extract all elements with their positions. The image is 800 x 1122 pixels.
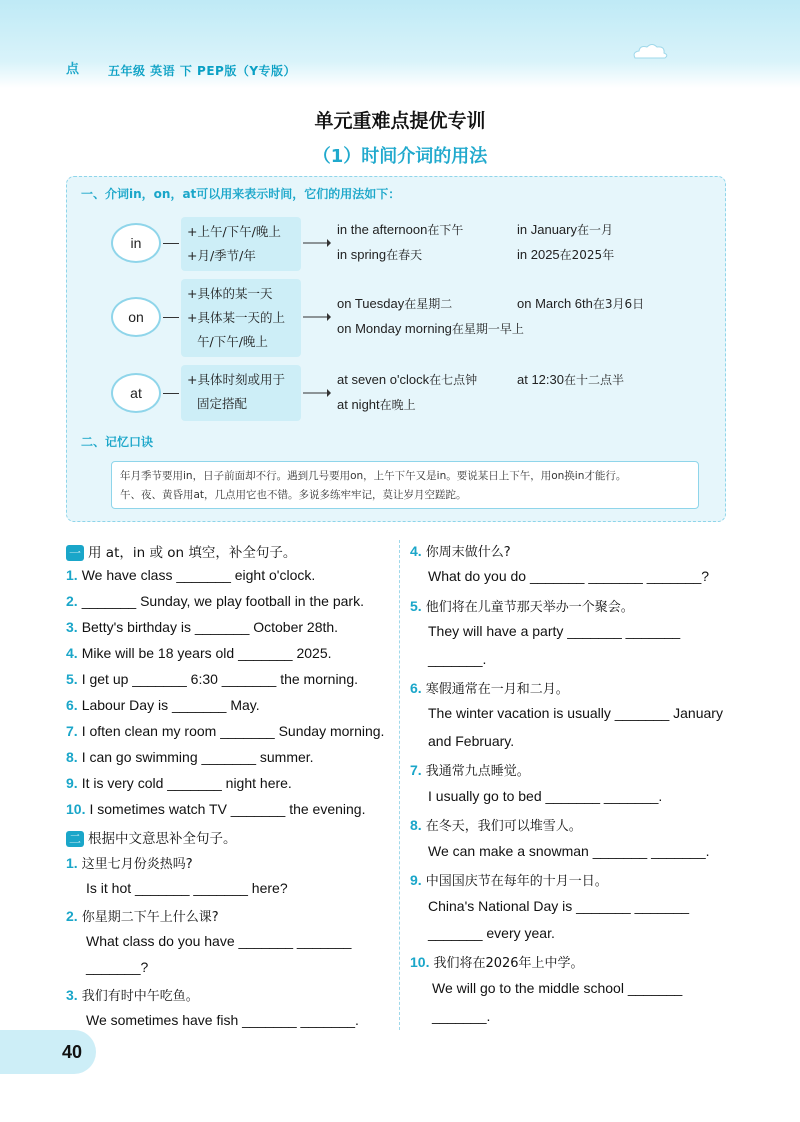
exercise-1-item bbox=[66, 671, 358, 687]
exercise-1-item bbox=[66, 593, 364, 609]
topic-title: （1）时间介词的用法 bbox=[312, 146, 488, 167]
example-en: at seven o'clock bbox=[337, 372, 430, 387]
exercise-2-answer-line: They will have a party _______ _______ bbox=[428, 623, 681, 639]
exercise-2-prompt bbox=[66, 853, 193, 872]
grammar-box bbox=[66, 176, 726, 522]
item-text: _______ Sunday, we play football in the park. bbox=[81, 593, 364, 609]
example-en: at 12:30 bbox=[517, 372, 564, 387]
item-chinese: 他们将在儿童节那天举办一个聚会。 bbox=[425, 600, 634, 615]
example-zh: 在晚上 bbox=[379, 398, 416, 412]
example-en: at night bbox=[337, 397, 380, 412]
item-text: I often clean my room _______ Sunday morning. bbox=[81, 723, 385, 739]
example-in-3 bbox=[337, 246, 422, 263]
example-zh: 在一月 bbox=[576, 223, 613, 237]
exercise-2-instruction: 根据中文意思补全句子。 bbox=[88, 831, 237, 847]
rule-line: 固定搭配 bbox=[197, 396, 248, 411]
item-chinese: 中国国庆节在每年的十月一日。 bbox=[425, 874, 608, 889]
item-text: We have class _______ eight o'clock. bbox=[81, 567, 316, 583]
exercise-2-prompt bbox=[410, 678, 569, 697]
exercise-1-item bbox=[66, 749, 314, 765]
book-title: 五年级 英语 下 PEP版（Y专版） bbox=[108, 64, 297, 78]
exercise-2-answer-line: _______ every year. bbox=[428, 925, 555, 941]
item-chinese: 我们有时中午吃鱼。 bbox=[81, 989, 199, 1004]
rhyme-line: 年月季节要用in，日子前面却不行。遇到几号要用on，上午下午又是in。要说某日上下午，用on换in才能行。 bbox=[120, 470, 627, 482]
item-number: 3. bbox=[66, 619, 78, 635]
item-chinese: 你周末做什么? bbox=[425, 545, 511, 560]
exercise-2-prompt bbox=[66, 906, 219, 925]
example-en: in the afternoon bbox=[337, 222, 428, 237]
grammar-section-1-heading: 一、介词in，on，at可以用来表示时间，它们的用法如下： bbox=[81, 187, 401, 201]
item-number: 7. bbox=[410, 762, 422, 778]
item-text: I get up _______ 6:30 _______ the morning. bbox=[81, 671, 359, 687]
exercise-1-item bbox=[66, 697, 260, 713]
item-number: 10. bbox=[66, 801, 86, 817]
item-chinese: 寒假通常在一月和二月。 bbox=[425, 682, 569, 697]
exercise-1-item bbox=[66, 645, 332, 661]
exercise-1-item bbox=[66, 723, 384, 739]
memory-rhyme bbox=[111, 461, 699, 509]
example-at-3 bbox=[337, 396, 416, 413]
example-zh: 在七点钟 bbox=[429, 373, 478, 387]
item-number: 4. bbox=[410, 543, 422, 559]
item-chinese: 在冬天，我们可以堆雪人。 bbox=[425, 819, 582, 834]
item-number: 3. bbox=[66, 987, 78, 1003]
unit-title: 单元重难点提优专训 bbox=[314, 110, 486, 132]
exercise-2-prompt bbox=[410, 870, 608, 889]
example-en: in spring bbox=[337, 247, 387, 262]
example-en: in 2025 bbox=[517, 247, 560, 262]
example-at-2 bbox=[517, 371, 624, 388]
exercise-2-answer-line: We can make a snowman _______ _______. bbox=[428, 843, 710, 859]
example-on-1 bbox=[337, 295, 452, 312]
example-zh: 在星期二 bbox=[404, 297, 453, 311]
exercise-2-prompt bbox=[410, 952, 584, 971]
cloud-icon bbox=[630, 42, 670, 62]
example-en: on Monday morning bbox=[337, 321, 452, 336]
prep-at: at bbox=[111, 373, 161, 413]
item-text: Mike will be 18 years old _______ 2025. bbox=[81, 645, 332, 661]
exercise-2-answer-line: _______. bbox=[428, 651, 487, 667]
example-on-2 bbox=[517, 295, 644, 312]
rule-box-on bbox=[181, 279, 301, 357]
rule-line: 午/下午/晚上 bbox=[197, 334, 268, 349]
exercise-2-prompt bbox=[410, 760, 530, 779]
exercise-2-answer-line: _______. bbox=[432, 1008, 491, 1024]
example-on-3 bbox=[337, 320, 524, 337]
exercise-2-answer-line: _______? bbox=[86, 959, 149, 975]
exercise-2-prompt bbox=[66, 985, 199, 1004]
item-chinese: 你星期二下午上什么课? bbox=[81, 910, 219, 925]
page-number: 40 bbox=[62, 1042, 83, 1062]
rhyme-line: 午、夜、黄昏用at，几点用它也不错。多说多练牢牢记，莫让岁月空蹉跎。 bbox=[120, 489, 467, 501]
item-number: 1. bbox=[66, 567, 78, 583]
exercise-1-title bbox=[66, 541, 296, 561]
arrow-right-icon bbox=[303, 238, 331, 248]
example-zh: 在3月6日 bbox=[592, 297, 645, 311]
rule-box-at bbox=[181, 365, 301, 421]
rule-line: +具体时刻或用于 bbox=[187, 372, 285, 387]
item-number: 8. bbox=[410, 817, 422, 833]
rule-line: +具体某一天的上 bbox=[187, 310, 285, 325]
example-zh: 在春天 bbox=[386, 248, 423, 262]
item-chinese: 我们将在2026年上中学。 bbox=[433, 956, 584, 971]
example-in-1 bbox=[337, 221, 463, 238]
rule-box-in bbox=[181, 217, 301, 271]
item-number: 2. bbox=[66, 593, 78, 609]
prep-in: in bbox=[111, 223, 161, 263]
example-in-2 bbox=[517, 221, 613, 238]
example-en: on March 6th bbox=[517, 296, 593, 311]
item-number: 2. bbox=[66, 908, 78, 924]
item-number: 9. bbox=[410, 872, 422, 888]
item-number: 4. bbox=[66, 645, 78, 661]
example-at-1 bbox=[337, 371, 477, 388]
section-badge: 一 bbox=[66, 545, 84, 561]
exercise-2-answer-line: and February. bbox=[428, 733, 515, 749]
exercise-1-item bbox=[66, 619, 338, 635]
item-number: 6. bbox=[66, 697, 78, 713]
exercise-2-answer-line: The winter vacation is usually _______ January bbox=[428, 705, 723, 721]
example-en: on Tuesday bbox=[337, 296, 405, 311]
rule-line: +具体的某一天 bbox=[187, 286, 273, 301]
brand-logo: 点 bbox=[66, 62, 80, 77]
example-en: in January bbox=[517, 222, 577, 237]
item-chinese: 我通常九点睡觉。 bbox=[425, 764, 530, 779]
item-number: 9. bbox=[66, 775, 78, 791]
column-divider bbox=[399, 540, 400, 1030]
example-zh: 在2025年 bbox=[559, 248, 615, 262]
exercise-2-answer-line: We sometimes have fish _______ _______. bbox=[86, 1012, 359, 1028]
exercise-2-answer-line: What do you do _______ _______ _______? bbox=[428, 568, 710, 584]
item-text: I can go swimming _______ summer. bbox=[81, 749, 314, 765]
exercise-2-answer-line: China's National Day is _______ _______ bbox=[428, 898, 690, 914]
rule-line: +上午/下午/晚上 bbox=[187, 224, 281, 239]
item-number: 8. bbox=[66, 749, 78, 765]
item-number: 10. bbox=[410, 954, 430, 970]
prep-on: on bbox=[111, 297, 161, 337]
connector-line bbox=[163, 393, 179, 394]
exercise-2-answer-line: I usually go to bed _______ _______. bbox=[428, 788, 663, 804]
example-zh: 在下午 bbox=[427, 223, 464, 237]
item-number: 5. bbox=[410, 598, 422, 614]
exercise-2-prompt bbox=[410, 815, 582, 834]
section-badge: 二 bbox=[66, 831, 84, 847]
exercise-2-answer-line: Is it hot _______ _______ here? bbox=[86, 880, 288, 896]
item-number: 6. bbox=[410, 680, 422, 696]
example-zh: 在星期一早上 bbox=[451, 322, 524, 336]
example-in-4 bbox=[517, 246, 614, 263]
item-number: 1. bbox=[66, 855, 78, 871]
exercise-2-prompt bbox=[410, 541, 511, 560]
connector-line bbox=[163, 317, 179, 318]
rule-line: +月/季节/年 bbox=[187, 248, 256, 263]
arrow-right-icon bbox=[303, 312, 331, 322]
connector-line bbox=[163, 243, 179, 244]
exercise-1-item bbox=[66, 801, 365, 817]
item-text: It is very cold _______ night here. bbox=[81, 775, 292, 791]
example-zh: 在十二点半 bbox=[564, 373, 625, 387]
exercise-2-title bbox=[66, 827, 237, 847]
arrow-right-icon bbox=[303, 388, 331, 398]
exercise-2-answer-line: What class do you have _______ _______ bbox=[86, 933, 352, 949]
exercise-1-item bbox=[66, 775, 292, 791]
item-number: 7. bbox=[66, 723, 78, 739]
exercise-1-item bbox=[66, 567, 315, 583]
item-number: 5. bbox=[66, 671, 78, 687]
grammar-section-2-heading: 二、记忆口诀 bbox=[81, 435, 154, 449]
exercise-2-answer-line: We will go to the middle school _______ bbox=[432, 980, 683, 996]
item-text: I sometimes watch TV _______ the evening. bbox=[89, 801, 366, 817]
exercise-2-prompt bbox=[410, 596, 634, 615]
item-chinese: 这里七月份炎热吗? bbox=[81, 857, 193, 872]
exercise-1-instruction: 用 at，in 或 on 填空，补全句子。 bbox=[88, 545, 297, 561]
item-text: Betty's birthday is _______ October 28th. bbox=[81, 619, 339, 635]
item-text: Labour Day is _______ May. bbox=[81, 697, 260, 713]
